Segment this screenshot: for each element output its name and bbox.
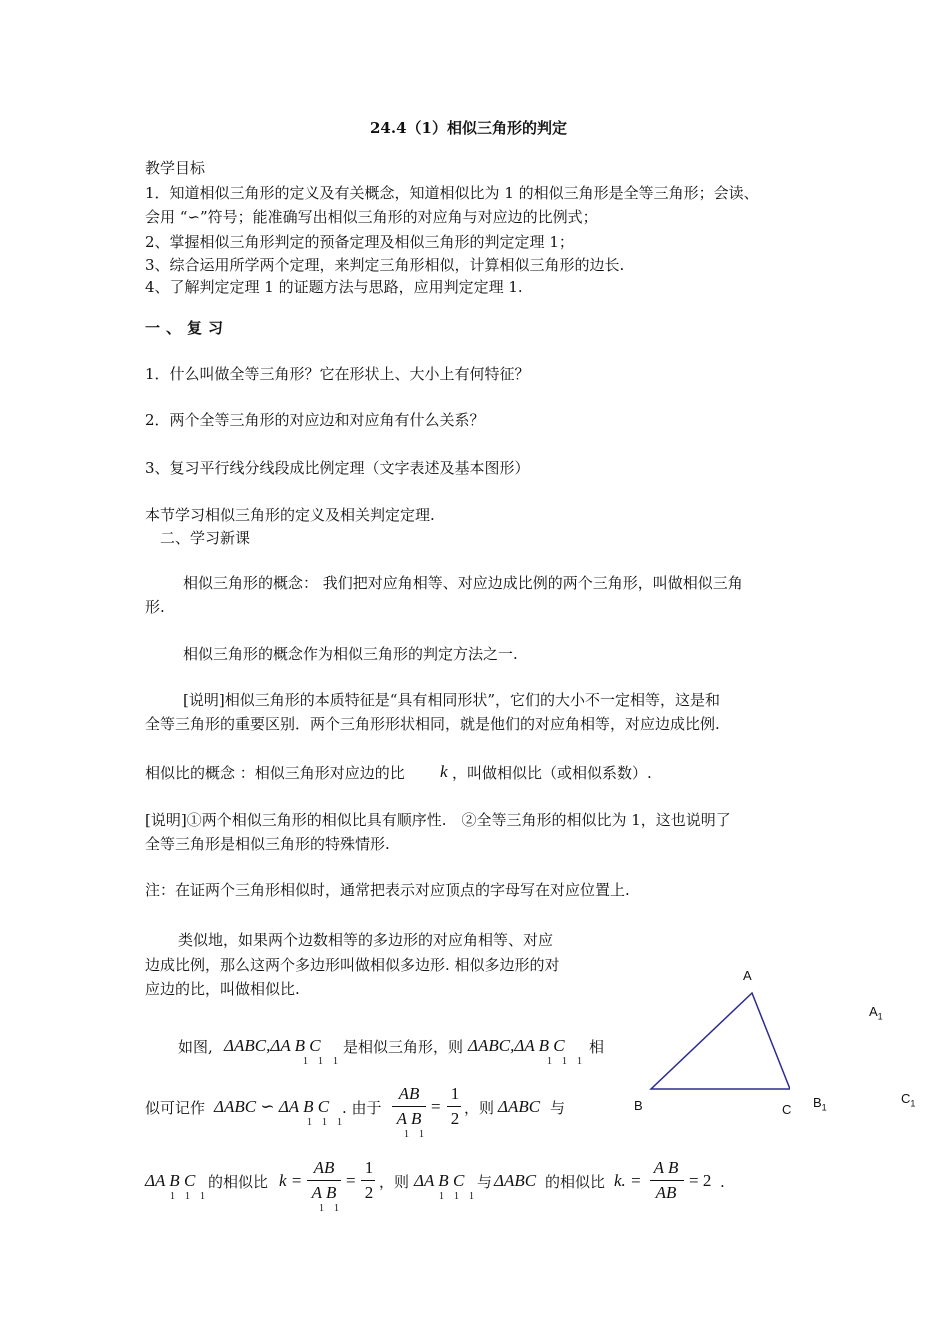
fraction-numerator: A B <box>653 1158 679 1177</box>
ratio-definition-a: 相似比的概念 ：相似三角形对应边的比 <box>145 764 405 782</box>
subscript-one: 1 <box>454 1191 459 1202</box>
vertex-label-b1: $B_1$ <box>813 1095 827 1113</box>
vertex-label-a1: $A_1$ <box>869 1004 883 1022</box>
example3-text-d: 的相似比 <box>545 1173 606 1191</box>
goals-heading: 教学目标 <box>145 159 206 177</box>
page-title: 24.4（1）相似三角形的判定 <box>370 119 567 137</box>
review-question-2: 2．两个全等三角形的对应边和对应角有什么关系？ <box>145 411 485 429</box>
ratio-k-symbol: k <box>440 762 448 781</box>
half-denominator: 2 <box>364 1183 374 1202</box>
example2-text-b: . 由于 <box>342 1099 382 1117</box>
subscript-one: 1 <box>469 1191 474 1202</box>
ratio-definition-b: ，叫做相似比（或相似系数）. <box>452 764 652 782</box>
correspondence-note: 注：在证两个三角形相似时，通常把表示对应顶点的字母写在对应位置上. <box>145 881 630 899</box>
goal-line-1: 1．知道相似三角形的定义及有关概念，知道相似比为 1 的相似三角形是全等三角形；会读、 <box>145 184 759 202</box>
ratio-value: = 2 <box>689 1171 712 1190</box>
explain-line-2: 全等三角形的重要区别．两个三角形形状相同，就是他们的对应角相等，对应边成比例. <box>145 715 720 733</box>
fraction-numerator: AB <box>398 1084 420 1103</box>
polygon-line-3: 应边的比，叫做相似比. <box>145 980 300 998</box>
subscript-one: 1 <box>170 1191 175 1202</box>
example2-similar-notation: ΔABC ∽ ΔA B C <box>214 1097 330 1116</box>
fraction-denominator: AB <box>655 1183 677 1202</box>
goal-line-2: 会用 “∽”符号；能准确写出相似三角形的对应角与对应边的比例式； <box>145 208 598 226</box>
subscript-one: 1 <box>319 1203 324 1214</box>
review-question-3: 3、复习平行线分线段成比例定理（文字表述及基本图形） <box>145 459 530 477</box>
subscript-one: 1 <box>439 1191 444 1202</box>
fraction-numerator: AB <box>313 1158 335 1177</box>
example2-text-d: 与 <box>550 1099 566 1117</box>
example3-triangle-a1b1c1: ΔA B C <box>145 1171 196 1190</box>
subscript-one: 1 <box>185 1191 190 1202</box>
example3-text-c: 与 <box>477 1173 493 1191</box>
subscript-one: 1 <box>419 1129 424 1140</box>
example3-k: k = <box>279 1171 303 1190</box>
vertex-label-a: A <box>743 968 752 983</box>
subscript-one: 1 <box>303 1056 308 1067</box>
example3-text-a: 的相似比 <box>208 1173 269 1191</box>
example3-triangle-abc: ΔABC <box>494 1171 537 1190</box>
goal-line-3: 2、掌握相似三角形判定的预备定理及相似三角形的判定定理 1； <box>145 233 574 251</box>
concept-line-2: 形. <box>145 598 165 616</box>
half-denominator: 2 <box>450 1109 460 1128</box>
subscript-one: 1 <box>404 1129 409 1140</box>
example-text-c: 相 <box>589 1038 605 1056</box>
review-heading: 一、复习 <box>145 319 230 337</box>
fraction-bar <box>307 1180 341 1181</box>
goal-line-4: 3、综合运用所学两个定理，来判定三角形相似，计算相似三角形的边长. <box>145 256 625 274</box>
subscript-one: 1 <box>318 1056 323 1067</box>
vertex-label-b: B <box>634 1098 643 1113</box>
example3-text-b: ，则 <box>379 1173 410 1191</box>
subscript-one: 1 <box>322 1117 327 1128</box>
example2-text-a: 似可记作 <box>145 1099 206 1117</box>
triangle-figure <box>640 985 790 1095</box>
fraction-bar <box>650 1180 684 1181</box>
equals-sign: = <box>346 1171 356 1190</box>
intro-text: 本节学习相似三角形的定义及相关判定定理. <box>145 506 435 524</box>
example-text-b: 是相似三角形，则 <box>343 1038 464 1056</box>
subscript-one: 1 <box>562 1056 567 1067</box>
half-numerator: 1 <box>450 1084 460 1103</box>
new-lesson-heading: 二、学习新课 <box>160 529 251 547</box>
vertex-label-c: C <box>782 1102 792 1117</box>
subscript-one: 1 <box>337 1117 342 1128</box>
subscript-one: 1 <box>333 1056 338 1067</box>
example-triangles-1: ΔABC,ΔA B C <box>224 1036 321 1055</box>
subscript-one: 1 <box>577 1056 582 1067</box>
ratio-note-line-2: 全等三角形是相似三角形的特殊情形. <box>145 835 390 853</box>
half-bar <box>361 1180 375 1181</box>
polygon-line-2: 边成比例，那么这两个多边形叫做相似多边形. 相似多边形的对 <box>145 956 560 974</box>
concept-line-1: 相似三角形的概念： 我们把对应角相等、对应边成比例的两个三角形，叫做相似三角 <box>183 574 743 592</box>
example-triangles-2: ΔABC,ΔA B C <box>468 1036 565 1055</box>
example3-triangle-a1b1c1-2: ΔA B C <box>414 1171 465 1190</box>
fraction-bar <box>392 1106 426 1107</box>
half-bar <box>447 1106 461 1107</box>
example-intro: 如图, <box>178 1038 213 1056</box>
goal-line-5: 4、了解判定定理 1 的证题方法与思路，应用判定定理 1. <box>145 278 523 296</box>
half-numerator: 1 <box>364 1158 374 1177</box>
subscript-one: 1 <box>200 1191 205 1202</box>
example2-text-c: ，则 <box>464 1099 495 1117</box>
subscript-one: 1 <box>334 1203 339 1214</box>
example3-k-prime: k. = <box>614 1171 642 1190</box>
ratio-note-line-1: [说明]①两个相似三角形的相似比具有顺序性. ②全等三角形的相似比为 1，这也说明了 <box>145 811 731 829</box>
review-question-1: 1．什么叫做全等三角形？它在形状上、大小上有何特征？ <box>145 365 530 383</box>
explain-line-1: [说明]相似三角形的本质特征是“具有相同形状”，它们的大小不一定相等，这是和 <box>183 691 721 709</box>
example2-triangle-abc: ΔABC <box>498 1097 541 1116</box>
subscript-one: 1 <box>547 1056 552 1067</box>
example3-end: . <box>720 1173 725 1191</box>
fraction-denominator: A B <box>396 1109 422 1128</box>
subscript-one: 1 <box>307 1117 312 1128</box>
polygon-line-1: 类似地，如果两个边数相等的多边形的对应角相等、对应 <box>178 931 554 949</box>
triangle-abc <box>651 993 790 1089</box>
fraction-denominator: A B <box>311 1183 337 1202</box>
concept-method-text: 相似三角形的概念作为相似三角形的判定方法之一. <box>183 645 518 663</box>
vertex-label-c1: $C_1$ <box>901 1091 916 1109</box>
equals-sign: = <box>431 1097 441 1116</box>
